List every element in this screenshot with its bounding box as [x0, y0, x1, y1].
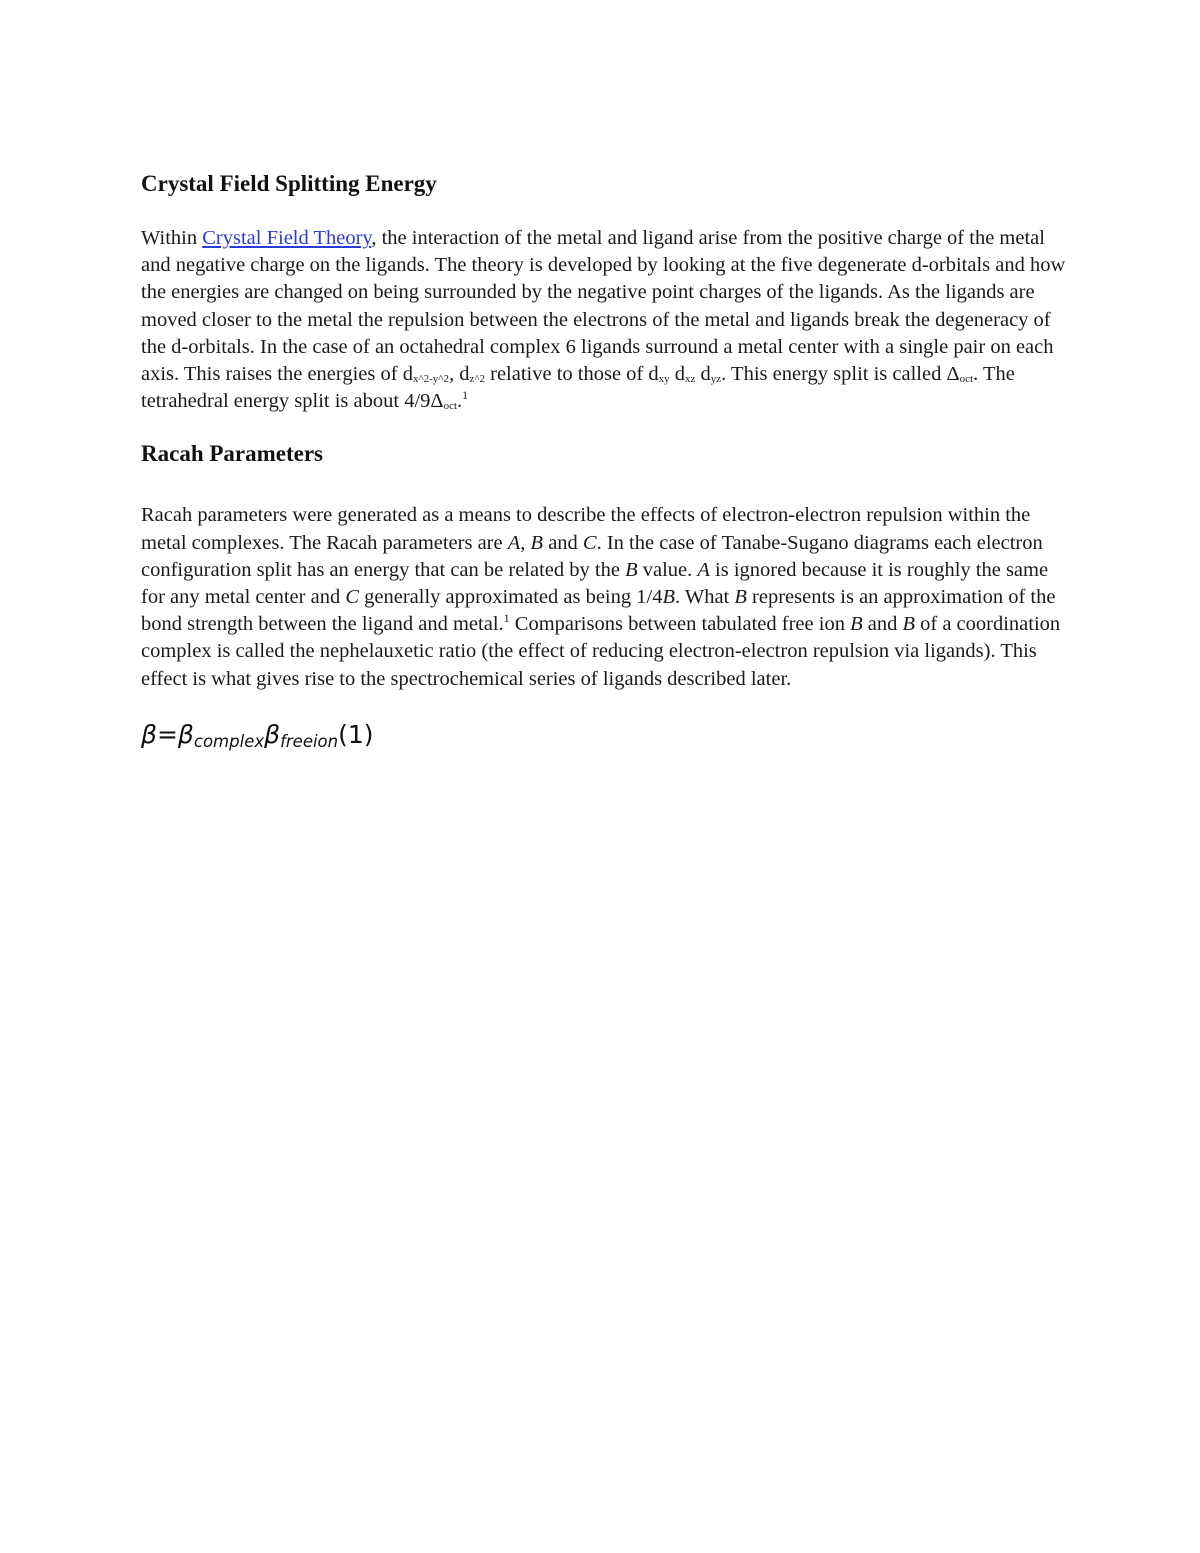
equals-sign: =	[156, 719, 178, 749]
subscript-oct: oct	[443, 400, 458, 413]
subscript-yz: yz	[710, 373, 722, 386]
text-segment: d	[695, 363, 711, 386]
text-segment: Comparisons between tabulated free ion	[509, 613, 851, 636]
text-segment: , d	[448, 363, 470, 386]
text-segment: d	[669, 363, 686, 386]
paragraph-crystal-field	[141, 225, 1066, 415]
text-segment: and	[862, 613, 903, 636]
paragraph-racah	[141, 502, 1066, 692]
heading-racah-parameters: Racah Parameters	[141, 441, 324, 467]
text-segment: value.	[637, 558, 698, 581]
subscript-xz: xz	[685, 373, 696, 386]
italic-A: A	[697, 558, 710, 581]
text-segment: is ignored because it is roughly the same for any metal center and	[141, 558, 1049, 609]
equation-nephelauxetic-ratio	[141, 719, 1066, 754]
text-segment: and	[543, 531, 583, 554]
equation-number: (1)	[338, 719, 374, 749]
beta-symbol: β	[264, 719, 281, 749]
italic-B: B	[850, 613, 863, 636]
subscript-oct: oct	[959, 373, 974, 386]
text-segment: of a coordination complex is called the nephelauxetic ratio (the effect of reducing electron-electron repulsion via ligands). This effect is what gives rise to the spectrochemical series of ligands described later.	[141, 613, 1061, 690]
text-segment: ,	[520, 531, 531, 554]
document-page	[141, 166, 1066, 754]
italic-B: B	[902, 613, 915, 636]
beta-symbol: β	[141, 719, 157, 749]
italic-B: B	[530, 531, 544, 554]
italic-C: C	[345, 586, 360, 609]
subscript-complex: complex	[193, 731, 265, 751]
text-segment: , the interaction of the metal and ligand arise from the positive charge of the metal and negative charge on the ligands. The theory is developed by looking at the five degenerate d-orbitals and how the energies are changed on being surrounded by the negative point charges of the ligands. As the ligands are moved closer to the metal the repulsion between the electrons of the metal and ligands break the degeneracy of the d-orbitals. In the case of an octahedral complex 6 ligands surround a metal center with a single pair on each axis. This raises the energies of d	[141, 227, 1066, 386]
italic-B: B	[625, 558, 638, 581]
text-segment: represents is an approximation of the bond strength between the ligand and metal.	[141, 586, 1056, 636]
text-segment: . In the case of Tanabe-Sugano diagrams each electron configuration split has an energy that can be related by the	[141, 531, 1043, 581]
italic-A: A	[507, 531, 521, 554]
italic-B: B	[734, 586, 747, 609]
text-segment: . This energy split is called Δ	[721, 363, 960, 386]
beta-symbol: β	[177, 719, 194, 749]
subscript-freeion: freeion	[280, 731, 339, 751]
text-segment: generally approximated as being 1/4	[359, 586, 663, 609]
text-segment: relative to those of d	[485, 363, 659, 386]
reference-superscript: 1	[503, 611, 510, 626]
link-crystal-field-theory[interactable]: Crystal Field Theory	[202, 227, 372, 249]
text-segment: . The tetrahedral energy split is about 4/9Δ	[141, 363, 1015, 413]
subscript-z2: z^2	[469, 373, 485, 386]
text-segment: Within	[141, 227, 203, 249]
text-segment: Racah parameters were generated as a means to describe the effects of electron-electron repulsion within the metal complexes. The Racah parameters are	[141, 504, 1031, 554]
italic-C: C	[582, 531, 597, 554]
subscript-x2-y2: x^2-y^2	[412, 373, 449, 386]
italic-B: B	[662, 586, 675, 609]
text-segment: . What	[674, 586, 735, 609]
heading-crystal-field: Crystal Field Splitting Energy	[141, 171, 437, 196]
reference-superscript: 1	[462, 388, 469, 403]
text-segment: .	[457, 390, 463, 413]
subscript-xy: xy	[658, 373, 670, 386]
